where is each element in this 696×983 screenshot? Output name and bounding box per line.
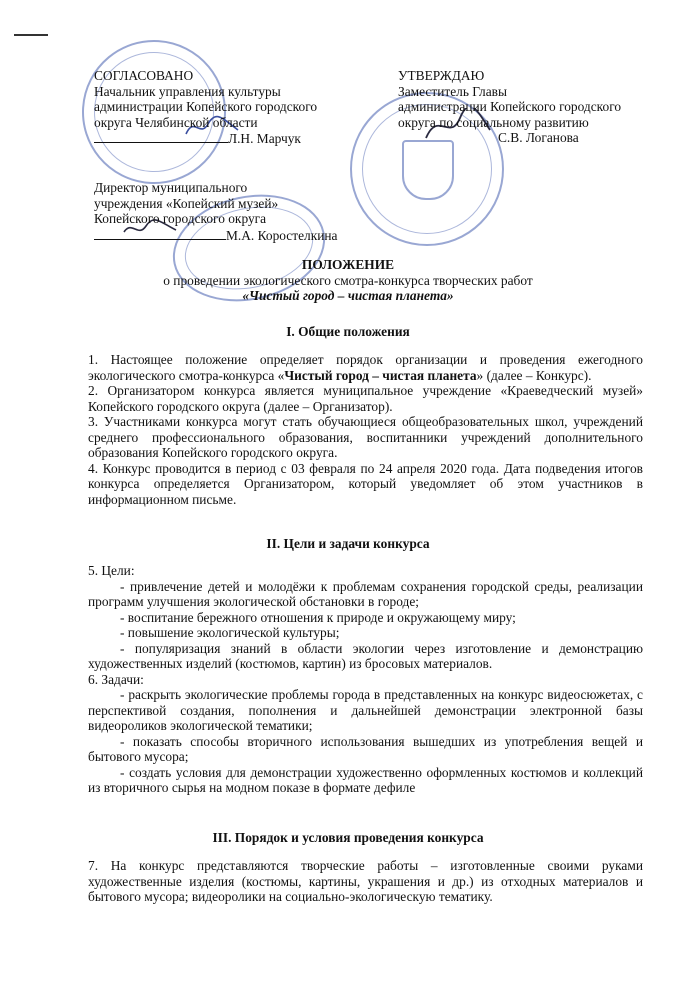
signature-underline: [94, 227, 226, 240]
goal-item: - повышение экологической культуры;: [120, 625, 340, 640]
approval-signature-line: [94, 130, 317, 147]
approval-line: Заместитель Главы: [398, 83, 507, 99]
director-line: Директор муниципального: [94, 180, 248, 195]
paragraph-2: 2. Организатором конкурса является муниципальное учреждение «Краеведческий музей» Копейского городского округа (далее – Организатор).: [88, 383, 643, 414]
approval-signer: С.В. Логанова: [498, 130, 579, 145]
approval-heading: УТВЕРЖДАЮ: [398, 68, 485, 83]
approval-heading: СОГЛАСОВАНО: [94, 68, 194, 83]
signature-underline: [94, 130, 228, 143]
director-signature-line: [94, 227, 338, 244]
approval-line: округа Челябинской области: [94, 114, 258, 130]
paragraph-3: 3. Участниками конкурса могут стать обучающиеся общеобразовательных школ, учреждений среднего профессионального образования, воспитанники учреждений дополнительного образования Копейского городского округа.: [88, 414, 643, 460]
approval-line: администрации Копейского городского: [398, 99, 622, 114]
task-item: - создать условия для демонстрации художественно оформленных костюмов и коллекций из вторичного сырья на модном показе в формате дефиле: [88, 764, 643, 795]
director-line: учреждения «Копейский музей»: [94, 195, 279, 211]
approval-signer: Л.Н. Марчук: [228, 131, 301, 146]
goal-item: - привлечение детей и молодёжи к проблемам сохранения городской среды, реализации программ улучшения экологической обстановки в городе;: [88, 578, 643, 609]
paragraph-1-text: 1. Настоящее положение определяет порядок организации и проведения ежегодного экологического смотра-конкурса «: [88, 352, 643, 383]
section-heading-goals: II. Цели и задачи конкурса: [266, 536, 430, 551]
document-subtitle: о проведении экологического смотра-конкурса творческих работ: [163, 272, 533, 288]
coat-of-arms-emblem: [402, 140, 454, 200]
director-block: [94, 180, 338, 243]
approval-block-left: [94, 68, 317, 147]
approval-signature-line: [398, 130, 621, 146]
paragraph-4: 4. Конкурс проводится в период с 03 февраля по 24 апреля 2020 года. Дата подведения итогов конкурса определяется Организатором, который уведомляет об этом участников в информационном письме.: [88, 460, 643, 507]
document-title: ПОЛОЖЕНИЕ: [301, 257, 395, 272]
paragraph-1-tail: » (далее – Конкурс).: [476, 367, 592, 383]
scan-mark: [14, 34, 48, 36]
approval-block-right: [398, 68, 621, 146]
approval-line: администрации Копейского городского: [94, 99, 318, 114]
director-signer: М.А. Коростелкина: [226, 227, 338, 243]
section-goals-body: [88, 563, 643, 796]
section-procedure-body: [88, 858, 643, 905]
section-heading-general: I. Общие положения: [286, 324, 410, 339]
contest-name: «Чистый город – чистая планета»: [242, 288, 454, 303]
contest-name-inline: Чистый город – чистая планета: [284, 367, 477, 383]
goal-item: - популяризация знаний в области экологии через изготовление и демонстрацию художественных изделий (костюмов, картин) из бросовых материалов.: [88, 640, 643, 671]
approval-line: округа по социальному развитию: [398, 114, 589, 130]
approval-line: Начальник управления культуры: [94, 83, 281, 99]
director-line: Копейского городского округа: [94, 211, 267, 226]
goal-item: - воспитание бережного отношения к природе и окружающему миру;: [120, 609, 516, 625]
paragraph-7: 7. На конкурс представляются творческие работы – изготовленные своими руками художественные изделия (костюмы, картины, украшения и др.) из отходных материалов и бытового мусора; видеоролики на социально-экологическую тематику.: [88, 858, 643, 904]
paragraph-1: [88, 352, 643, 383]
section-heading-procedure: III. Порядок и условия проведения конкурса: [212, 830, 484, 845]
task-item: - раскрыть экологические проблемы города в представленных на конкурс видеосюжетах, с перспективой создания, пополнения и дальнейшей демонстрации электронной базы видеороликов экологической тематики;: [88, 687, 643, 733]
section-general-body: [88, 352, 643, 507]
document-title-block: [0, 257, 696, 304]
task-item: - показать способы вторичного использования вышедших из употребления вещей и бытового мусора;: [88, 733, 643, 764]
goals-label: 5. Цели:: [88, 563, 135, 578]
tasks-label: 6. Задачи:: [88, 671, 144, 687]
